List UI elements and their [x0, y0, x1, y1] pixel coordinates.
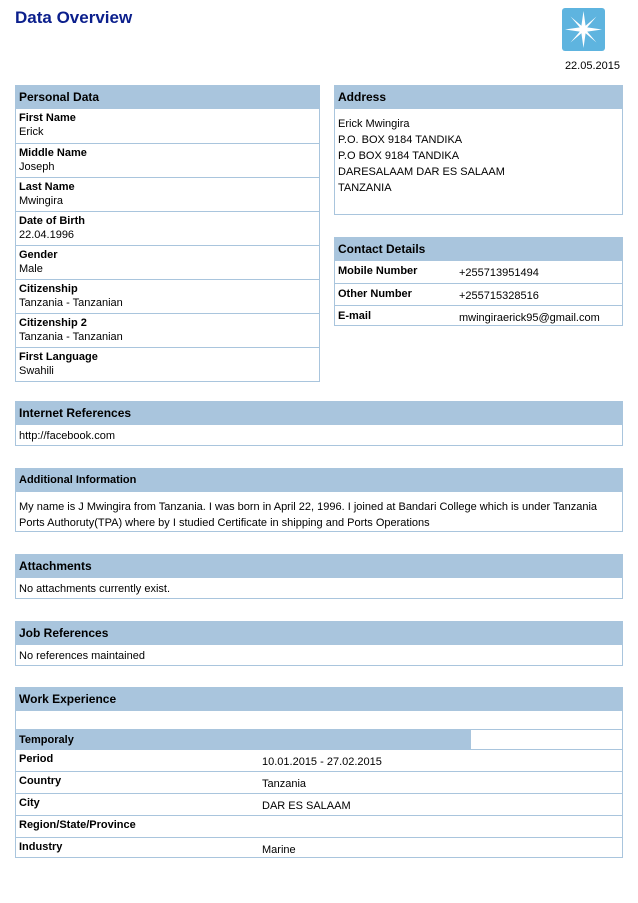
job-references-heading: Job References	[16, 622, 622, 645]
work-experience-spacer	[16, 711, 622, 730]
internet-reference-link[interactable]: http://facebook.com	[19, 430, 115, 442]
work-row-region	[16, 816, 622, 838]
field-first-language	[16, 347, 319, 381]
work-label: Period	[19, 753, 54, 765]
contact-value: +255715328516	[459, 290, 539, 302]
address-line: Erick Mwingira	[338, 118, 410, 130]
internet-references-section	[15, 401, 623, 446]
work-row-industry	[16, 838, 622, 860]
work-experience-heading: Work Experience	[16, 688, 622, 711]
contact-row-other	[335, 283, 622, 305]
internet-references-heading: Internet References	[16, 402, 622, 425]
contact-heading: Contact Details	[335, 238, 622, 261]
job-references-value: No references maintained	[19, 650, 145, 662]
address-heading: Address	[335, 86, 622, 109]
field-gender	[16, 245, 319, 279]
field-value: 22.04.1996	[19, 229, 75, 241]
attachments-value: No attachments currently exist.	[19, 583, 171, 595]
field-label: Gender	[19, 249, 58, 261]
work-label: Country	[19, 775, 62, 787]
field-value: Joseph	[19, 161, 55, 173]
contact-label: Mobile Number	[338, 265, 418, 277]
work-value: Marine	[262, 844, 296, 856]
field-value: Swahili	[19, 365, 54, 377]
work-value: Tanzania	[262, 778, 307, 790]
personal-data-heading: Personal Data	[16, 86, 319, 109]
address-line: TANZANIA	[338, 182, 392, 194]
work-label: Industry	[19, 841, 63, 853]
document-date: 22.05.2015	[564, 60, 620, 72]
work-value: 10.01.2015 - 27.02.2015	[262, 756, 382, 768]
additional-info-heading: Additional Information	[16, 469, 622, 492]
field-citizenship-2	[16, 313, 319, 347]
field-value: Male	[19, 263, 43, 275]
page-title: Data Overview	[15, 8, 133, 27]
field-value: Tanzania - Tanzanian	[19, 331, 123, 343]
field-date-of-birth	[16, 211, 319, 245]
job-references-section	[15, 621, 623, 666]
field-label: First Language	[19, 351, 98, 363]
work-row-city	[16, 794, 622, 816]
field-label: Middle Name	[19, 147, 87, 159]
address-line: P.O BOX 9184 TANDIKA	[338, 150, 460, 162]
field-first-name	[16, 109, 319, 143]
work-value	[259, 816, 262, 837]
contact-value: mwingiraerick95@gmail.com	[459, 312, 600, 324]
work-experience-section	[15, 687, 623, 858]
attachments-section	[15, 554, 623, 599]
work-label: Region/State/Province	[19, 819, 136, 831]
field-value: Mwingira	[19, 195, 64, 207]
address-section	[334, 85, 623, 215]
additional-info-text: My name is J Mwingira from Tanzania. I was born in April 22, 1996. I joined at Bandari College which is under Tanzania Ports Authoruty(TPA) where by I studied Certificate in shipping and Ports Operations	[19, 501, 598, 529]
field-citizenship	[16, 279, 319, 313]
contact-row-email	[335, 305, 622, 327]
field-label: Citizenship 2	[19, 317, 87, 329]
field-last-name	[16, 177, 319, 211]
field-label: First Name	[19, 112, 76, 124]
field-value: Erick	[19, 126, 44, 138]
field-label: Citizenship	[19, 283, 78, 295]
contact-label: Other Number	[338, 288, 412, 300]
contact-label: E-mail	[338, 310, 372, 322]
contact-value: +255713951494	[459, 267, 539, 279]
work-experience-subheading-row	[16, 730, 622, 750]
address-line: DARESALAAM DAR ES SALAAM	[338, 166, 505, 178]
field-middle-name	[16, 143, 319, 177]
work-row-period	[16, 750, 622, 772]
personal-data-section	[15, 85, 320, 382]
address-line: P.O. BOX 9184 TANDIKA	[338, 134, 463, 146]
attachments-heading: Attachments	[16, 555, 622, 578]
star-icon	[562, 8, 605, 51]
address-body	[335, 109, 622, 203]
field-label: Date of Birth	[19, 215, 85, 227]
work-experience-subheading: Temporaly	[16, 730, 471, 749]
field-value: Tanzania - Tanzanian	[19, 297, 123, 309]
additional-info-section	[15, 468, 623, 532]
contact-row-mobile	[335, 261, 622, 283]
field-label: Last Name	[19, 181, 75, 193]
contact-section	[334, 237, 623, 326]
work-label: City	[19, 797, 40, 809]
work-value: DAR ES SALAAM	[262, 800, 351, 812]
work-row-country	[16, 772, 622, 794]
